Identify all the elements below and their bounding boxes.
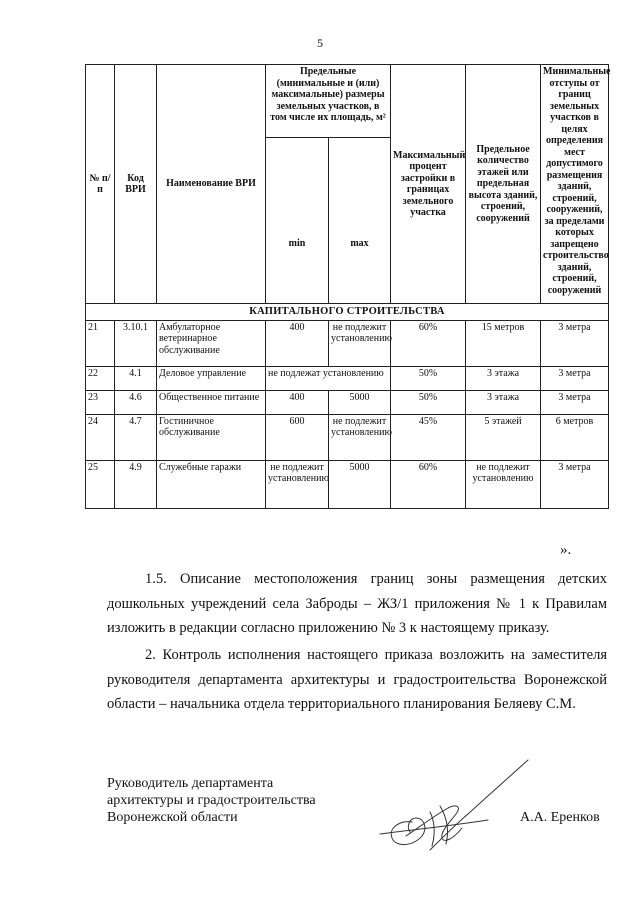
row-num: 22: [86, 366, 115, 390]
row-max: не подлежит установлению: [329, 320, 391, 366]
header-max: max: [329, 138, 391, 304]
closing-quote: ».: [560, 542, 572, 558]
handwritten-signature: [370, 756, 535, 856]
signer-position: [107, 775, 316, 826]
header-name: Наименование ВРИ: [157, 65, 266, 304]
row-min: не подлежит установлению: [266, 460, 329, 508]
section-title: КАПИТАЛЬНОГО СТРОИТЕЛЬСТВА: [86, 304, 609, 321]
row-max: не подлежит установлению: [329, 414, 391, 460]
header-coverage: Максимальный процент застройки в границах земельного участка: [391, 65, 466, 304]
table-row: [86, 460, 609, 508]
row-height: 15 метров: [466, 320, 541, 366]
row-min: 400: [266, 390, 329, 414]
row-max: 5000: [329, 460, 391, 508]
row-coverage: 50%: [391, 390, 466, 414]
header-plot-sizes: Предельные (минимальные и (или) максимальные) размеры земельных участков, в том числе их площадь, м²: [266, 65, 391, 138]
table-row: [86, 320, 609, 366]
zoning-parameters-table: [85, 64, 609, 509]
row-code: 3.10.1: [115, 320, 157, 366]
row-coverage: 60%: [391, 320, 466, 366]
row-num: 23: [86, 390, 115, 414]
row-code: 4.9: [115, 460, 157, 508]
header-code: Код ВРИ: [115, 65, 157, 304]
signer-position-line-2: архитектуры и градостроительства: [107, 793, 316, 808]
row-min: 400: [266, 320, 329, 366]
row-name: Деловое управление: [157, 366, 266, 390]
table-row: [86, 366, 609, 390]
row-setback: 3 метра: [541, 460, 609, 508]
row-coverage: 60%: [391, 460, 466, 508]
paragraph-1: [107, 567, 607, 641]
paragraph-2-text: 2. Контроль исполнения настоящего приказа возложить на заместителя руководителя департамента архитектуры и градостроительства Воронежской области – начальника отдела территориального планирования Беляеву С.М.: [107, 647, 607, 712]
row-code: 4.6: [115, 390, 157, 414]
row-name: Служебные гаражи: [157, 460, 266, 508]
signer-position-line-3: Воронежской области: [107, 810, 238, 825]
signer-name: А.А. Еренков: [520, 810, 600, 825]
row-height: не подлежит установлению: [466, 460, 541, 508]
row-code: 4.7: [115, 414, 157, 460]
row-setback: 3 метра: [541, 390, 609, 414]
row-num: 21: [86, 320, 115, 366]
row-height: 5 этажей: [466, 414, 541, 460]
page-number: 5: [317, 36, 323, 50]
row-height: 3 этажа: [466, 390, 541, 414]
row-name: Гостиничное обслуживание: [157, 414, 266, 460]
table-row: [86, 414, 609, 460]
row-num: 25: [86, 460, 115, 508]
signer-position-line-1: Руководитель департамента: [107, 776, 274, 791]
row-num: 24: [86, 414, 115, 460]
row-setback: 3 метра: [541, 366, 609, 390]
row-coverage: 50%: [391, 366, 466, 390]
row-coverage: 45%: [391, 414, 466, 460]
row-height: 3 этажа: [466, 366, 541, 390]
row-minmax: не подлежат установлению: [266, 366, 391, 390]
header-setbacks: Минимальные отступы от границ земельных участков в целях определения мест допустимого размещения зданий, строений, сооружений, за пределами которых запрещено строительство зданий, строений, сооружений: [541, 65, 609, 304]
row-name: Общественное питание: [157, 390, 266, 414]
row-name: Амбулаторное ветеринарное обслуживание: [157, 320, 266, 366]
row-setback: 6 метров: [541, 414, 609, 460]
row-code: 4.1: [115, 366, 157, 390]
row-min: 600: [266, 414, 329, 460]
row-max: 5000: [329, 390, 391, 414]
header-height: Предельное количество этажей или предельная высота зданий, строений, сооружений: [466, 65, 541, 304]
paragraph-2: [107, 643, 607, 717]
row-setback: 3 метра: [541, 320, 609, 366]
paragraph-1-text: 1.5. Описание местоположения границ зоны размещения детских дошкольных учреждений села Заброды – ЖЗ/1 приложения № 1 к Правилам изложить в редакции согласно приложению № 3 к настоящему приказу.: [107, 571, 607, 636]
header-min: min: [266, 138, 329, 304]
header-num: № п/п: [86, 65, 115, 304]
table-row: [86, 390, 609, 414]
